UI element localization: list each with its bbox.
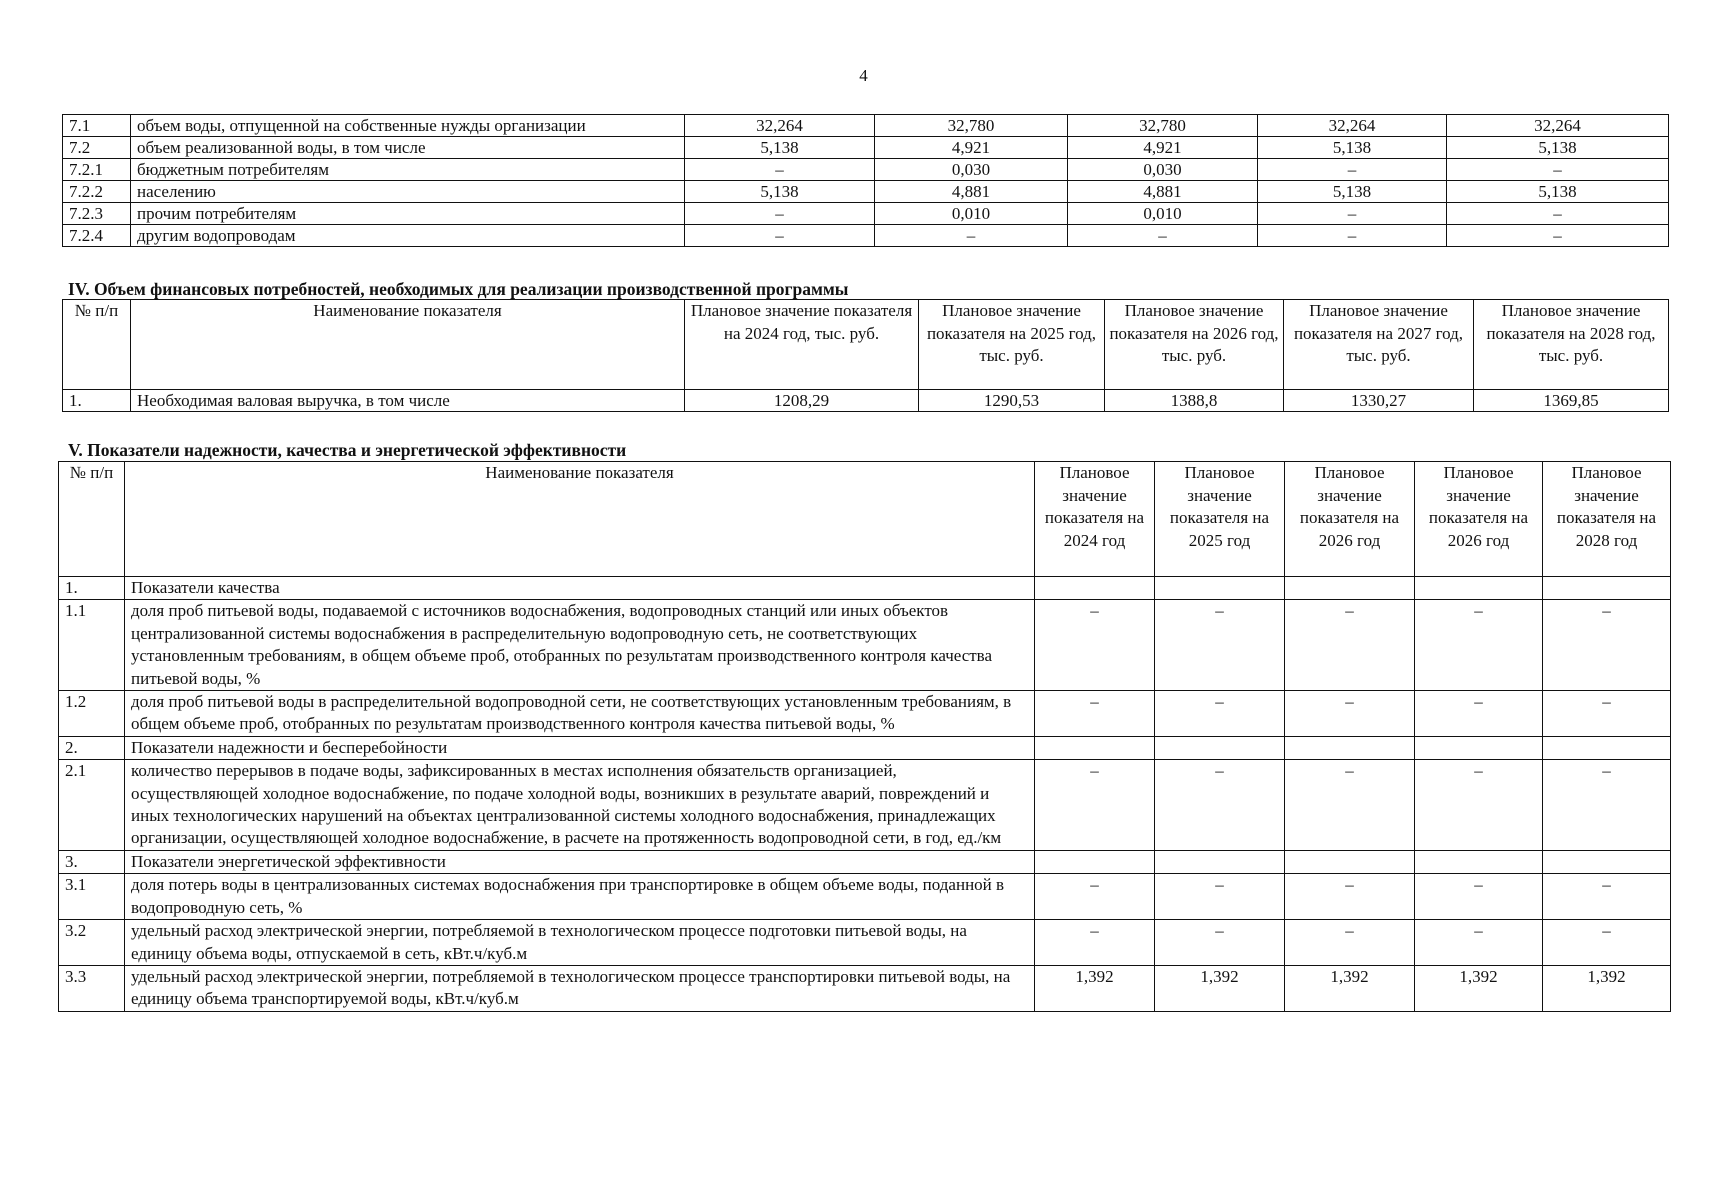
row-value: 0,010	[875, 203, 1068, 225]
row-value: –	[1447, 225, 1669, 247]
row-value: 1,392	[1543, 965, 1671, 1011]
row-number: 7.2.4	[63, 225, 131, 247]
row-number: 3.1	[59, 874, 125, 920]
header-col-5: Плановое значение показателя на 2028 год	[1543, 462, 1671, 577]
row-name: доля потерь воды в централизованных системах водоснабжения при транспортировке в общем объеме воды, поданной в водопроводную сеть, %	[125, 874, 1035, 920]
table-row	[63, 115, 1669, 137]
header-col-1: Плановое значение показателя на 2024 год	[1035, 462, 1155, 577]
row-value: –	[1415, 760, 1543, 851]
row-value	[1543, 736, 1671, 759]
header-col-2027: Плановое значение показателя на 2027 год, тыс. руб.	[1284, 300, 1474, 390]
row-value: –	[1415, 600, 1543, 691]
table-row	[59, 600, 1671, 691]
header-col-2026: Плановое значение показателя на 2026 год, тыс. руб.	[1105, 300, 1284, 390]
row-value	[1035, 736, 1155, 759]
row-value: –	[1543, 874, 1671, 920]
header-num: № п/п	[59, 462, 125, 577]
row-number: 2.	[59, 736, 125, 759]
row-value: –	[1068, 225, 1258, 247]
row-value: 0,030	[1068, 159, 1258, 181]
row-value	[1543, 577, 1671, 600]
row-value: –	[1415, 920, 1543, 966]
row-number: 2.1	[59, 760, 125, 851]
row-value: 5,138	[685, 137, 875, 159]
row-value: –	[1155, 874, 1285, 920]
table-row	[59, 691, 1671, 737]
row-value	[1155, 577, 1285, 600]
row-value	[1285, 850, 1415, 873]
row-value: 32,264	[1258, 115, 1447, 137]
row-value: –	[1155, 920, 1285, 966]
row-name: доля проб питьевой воды, подаваемой с источников водоснабжения, водопроводных станций или иных объектов централизованной системы водоснабжения в распределительную водопроводную сеть, не соответствующих установленным требованиям, в общем объеме проб, отобранных по результатам производственного контроля качества питьевой воды, %	[125, 600, 1035, 691]
table-row	[59, 577, 1671, 600]
row-name: населению	[131, 181, 685, 203]
table-row	[59, 965, 1671, 1011]
row-value: –	[1258, 159, 1447, 181]
row-value: –	[1258, 203, 1447, 225]
row-value: 5,138	[1447, 181, 1669, 203]
row-value: –	[1415, 874, 1543, 920]
row-value: –	[1447, 203, 1669, 225]
row-value: –	[1035, 600, 1155, 691]
row-value: 1,392	[1035, 965, 1155, 1011]
row-value: –	[1447, 159, 1669, 181]
header-col-2024: Плановое значение показателя на 2024 год, тыс. руб.	[685, 300, 919, 390]
water-volume-table	[62, 114, 1669, 247]
row-value: 1388,8	[1105, 390, 1284, 412]
row-value: –	[1543, 920, 1671, 966]
row-value	[1035, 577, 1155, 600]
row-value: 4,921	[1068, 137, 1258, 159]
row-value: 1330,27	[1284, 390, 1474, 412]
table-row	[59, 736, 1671, 759]
header-name: Наименование показателя	[131, 300, 685, 390]
row-value	[1415, 736, 1543, 759]
row-value	[1543, 850, 1671, 873]
row-value: –	[1035, 760, 1155, 851]
header-name: Наименование показателя	[125, 462, 1035, 577]
row-value	[1285, 736, 1415, 759]
row-value: –	[1155, 691, 1285, 737]
row-value: –	[1258, 225, 1447, 247]
row-value: –	[1155, 600, 1285, 691]
row-value: 32,264	[685, 115, 875, 137]
row-name: Показатели качества	[125, 577, 1035, 600]
row-value: 5,138	[1258, 181, 1447, 203]
table-row	[59, 874, 1671, 920]
row-value: 1,392	[1285, 965, 1415, 1011]
table-row	[63, 203, 1669, 225]
row-number: 3.2	[59, 920, 125, 966]
header-num: № п/п	[63, 300, 131, 390]
row-value: 32,780	[875, 115, 1068, 137]
row-value: –	[1035, 691, 1155, 737]
table-row	[59, 850, 1671, 873]
header-col-3: Плановое значение показателя на 2026 год	[1285, 462, 1415, 577]
reliability-quality-table	[58, 461, 1671, 1012]
row-value: –	[1285, 760, 1415, 851]
row-number: 1.	[63, 390, 131, 412]
row-number: 1.	[59, 577, 125, 600]
row-value: 1,392	[1415, 965, 1543, 1011]
table-row	[59, 760, 1671, 851]
section-5-title: V. Показатели надежности, качества и энергетической эффективности	[68, 440, 627, 460]
section-4-title: IV. Объем финансовых потребностей, необходимых для реализации производственной программы	[68, 279, 849, 299]
row-value: 5,138	[1258, 137, 1447, 159]
header-col-4: Плановое значение показателя на 2026 год	[1415, 462, 1543, 577]
row-value: 0,010	[1068, 203, 1258, 225]
row-name: удельный расход электрической энергии, потребляемой в технологическом процессе транспортировки питьевой воды, на единицу объема транспортируемой воды, кВт.ч/куб.м	[125, 965, 1035, 1011]
row-number: 3.	[59, 850, 125, 873]
row-value: –	[1543, 600, 1671, 691]
row-value: –	[1035, 874, 1155, 920]
row-value: –	[1543, 760, 1671, 851]
row-number: 3.3	[59, 965, 125, 1011]
row-value: 5,138	[1447, 137, 1669, 159]
row-number: 7.2.3	[63, 203, 131, 225]
row-value: –	[1285, 874, 1415, 920]
row-value: –	[685, 203, 875, 225]
row-name: Показатели надежности и бесперебойности	[125, 736, 1035, 759]
row-name: Показатели энергетической эффективности	[125, 850, 1035, 873]
table-row	[63, 225, 1669, 247]
row-value	[1035, 850, 1155, 873]
row-value: –	[1285, 600, 1415, 691]
row-name: удельный расход электрической энергии, потребляемой в технологическом процессе подготовки питьевой воды, на единицу объема воды, отпускаемой в сеть, кВт.ч/куб.м	[125, 920, 1035, 966]
row-value: –	[1415, 691, 1543, 737]
row-value	[1415, 850, 1543, 873]
row-name: количество перерывов в подаче воды, зафиксированных в местах исполнения обязательств организацией, осуществляющей холодное водоснабжение, по подаче холодной воды, возникших в результате аварий, повреждений и иных технологических нарушений на объектах централизованной системы холодного водоснабжения, принадлежащих организации, осуществляющей холодное водоснабжение, в расчете на протяженность водопроводной сети, в год, ед./км	[125, 760, 1035, 851]
row-value: –	[1155, 760, 1285, 851]
row-value: –	[875, 225, 1068, 247]
row-value: 4,881	[1068, 181, 1258, 203]
table-row	[59, 920, 1671, 966]
header-col-2025: Плановое значение показателя на 2025 год, тыс. руб.	[919, 300, 1105, 390]
row-value: 4,921	[875, 137, 1068, 159]
financial-needs-table	[62, 299, 1669, 412]
row-name: бюджетным потребителям	[131, 159, 685, 181]
row-name: объем реализованной воды, в том числе	[131, 137, 685, 159]
row-number: 7.2.2	[63, 181, 131, 203]
row-value: 32,780	[1068, 115, 1258, 137]
row-value: –	[1285, 920, 1415, 966]
table-row	[63, 181, 1669, 203]
row-value: –	[1285, 691, 1415, 737]
table-row	[63, 390, 1669, 412]
row-value: –	[685, 159, 875, 181]
row-number: 7.2.1	[63, 159, 131, 181]
row-value: –	[685, 225, 875, 247]
row-value: 0,030	[875, 159, 1068, 181]
row-value: 1290,53	[919, 390, 1105, 412]
row-value: 1,392	[1155, 965, 1285, 1011]
page-number: 4	[859, 66, 868, 85]
row-number: 7.1	[63, 115, 131, 137]
row-name: доля проб питьевой воды в распределительной водопроводной сети, не соответствующих установленным требованиям, в общем объеме проб, отобранных по результатам производственного контроля качества питьевой воды, %	[125, 691, 1035, 737]
row-value: 32,264	[1447, 115, 1669, 137]
header-col-2: Плановое значение показателя на 2025 год	[1155, 462, 1285, 577]
table-row	[63, 137, 1669, 159]
row-value: 1369,85	[1474, 390, 1669, 412]
row-name: объем воды, отпущенной на собственные нужды организации	[131, 115, 685, 137]
row-value: 5,138	[685, 181, 875, 203]
row-value: 4,881	[875, 181, 1068, 203]
row-value: 1208,29	[685, 390, 919, 412]
row-name: Необходимая валовая выручка, в том числе	[131, 390, 685, 412]
row-value	[1155, 736, 1285, 759]
row-value	[1415, 577, 1543, 600]
row-name: другим водопроводам	[131, 225, 685, 247]
row-value: –	[1035, 920, 1155, 966]
row-value: –	[1543, 691, 1671, 737]
header-col-2028: Плановое значение показателя на 2028 год, тыс. руб.	[1474, 300, 1669, 390]
row-value	[1285, 577, 1415, 600]
row-number: 7.2	[63, 137, 131, 159]
table-row	[63, 159, 1669, 181]
row-number: 1.1	[59, 600, 125, 691]
row-number: 1.2	[59, 691, 125, 737]
row-value	[1155, 850, 1285, 873]
row-name: прочим потребителям	[131, 203, 685, 225]
